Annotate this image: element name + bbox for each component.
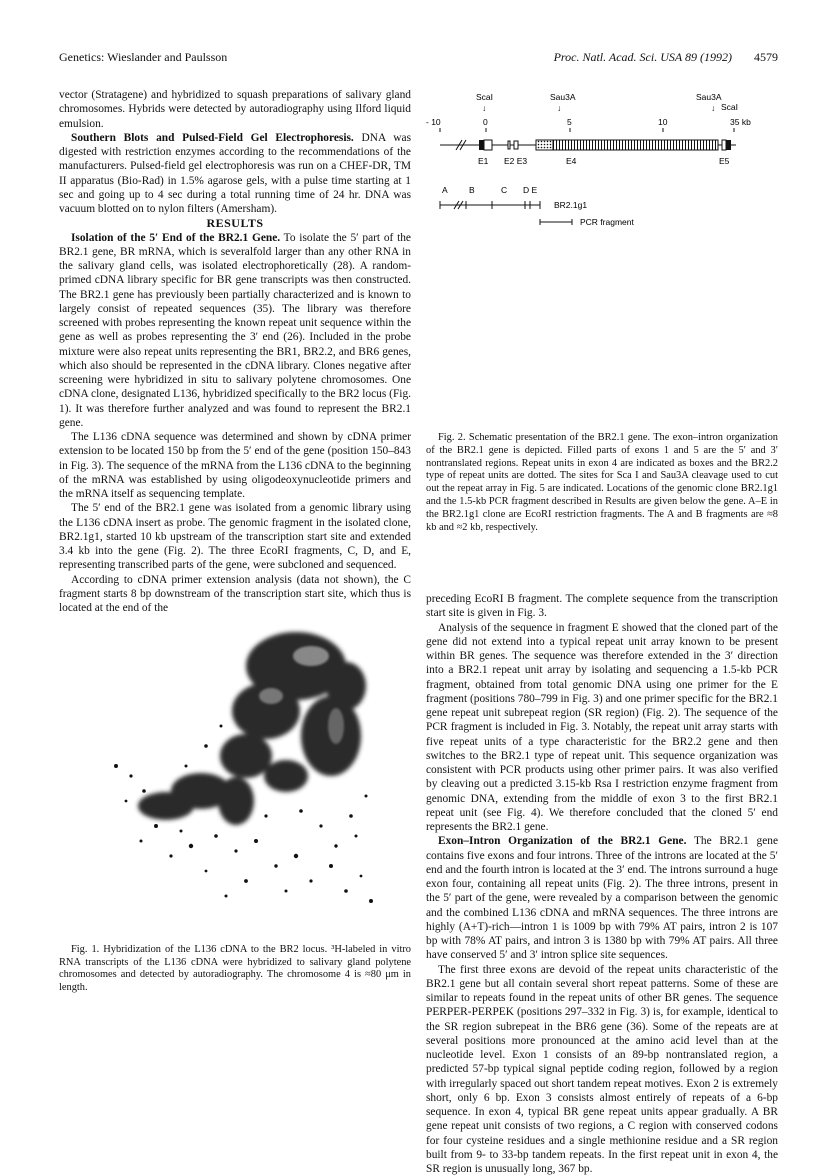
running-head: Genetics: Wieslander and Paulsson xyxy=(59,50,227,65)
site-label-scai-2: ScaI xyxy=(721,102,738,112)
paragraph-text: To isolate the 5′ part of the BR2.1 gene, BR mRNA, which is severalfold larger than any other RNA in the salivary gland cells, was isolated electrophoretically (28). A random-primed cDNA library specific for BR gene transcripts was then constructed. The BR2.1 gene has previously been partially characterized and is known to largely consist of repeated sequences (35). The library was therefore screened with probes representing the known repeat unit sequence within the gene as well as probes representing the 3′ end (26). Included in the probe mixture were also repeat units representing the BR1, BR2.2, and BR6 genes, which also should be represented in the cDNA library. Clones negative after screening were hybridized in situ to salivary polytene chromosomes. One cDNA clone, designated L136, hybridized specifically to the BR2 locus (Fig. 1). It was therefore further analyzed and was found to represent the BR2.1 gene. xyxy=(59,232,411,429)
results-paragraph-2: The L136 cDNA sequence was determined and shown by cDNA primer extension to be located 150 bp from the 5′ end of the gene (position 150–843 in Fig. 3). The sequence of the mRNA from the L136 cDNA to the beginning of the mRNA was established by using oligodeoxynucleotide primers and the mRNA itself as sequencing template. xyxy=(59,430,411,501)
fragment-label: C xyxy=(501,185,507,195)
caption-text: Fig. 2. Schematic presentation of the BR2.1 gene. The exon–intron organization of the BR2.1 gene is depicted. Filled parts of exons 1 and 5 are the 5′ and 3′ nontranslated regions. Repeat units in exon 4 are indicated as boxes and the BR2.2 type of repeat units are dotted. The sites for Sca I and Sau3A cleavage used to cut out the repeat array in Fig. 5 are indicated. Locations of the genomic clone BR2.1g1 and the 1.5-kb PCR fragment described in Results are given below the gene. A–E in the BR2.1g1 clone are EcoRI restriction fragments. The A and B fragments are ≈8 kb and ≈2 kb, respectively. xyxy=(426,432,778,534)
run-in-title: Isolation of the 5′ End of the BR2.1 Gene. xyxy=(71,232,280,244)
fig2-gene-map xyxy=(426,92,786,247)
fig1-caption xyxy=(59,944,411,994)
methods-paragraph: vector (Stratagene) and hybridized to squash preparations of salivary gland chromosomes. Hybrids were detected by autoradiography using Ilford liquid emulsion. xyxy=(59,88,411,131)
scale-label: 5 xyxy=(567,117,572,127)
site-label-sau3a-2: Sau3A xyxy=(696,92,722,102)
section-heading: RESULTS xyxy=(59,216,411,230)
left-column xyxy=(59,88,411,615)
pcr-fragment xyxy=(540,219,572,225)
results-paragraph-4: According to cDNA primer extension analysis (data not shown), the C fragment starts 8 bp downstream of the transcription start site, which thus is located at the end of the xyxy=(59,573,411,616)
paragraph-text: DNA was digested with restriction enzymes according to the recommendations of the manufacturers. Pulsed-field gel electrophoresis was run on a CHEF-DR, TM II apparatus (Bio-Rad) in 1.5% agarose gels, with a pulse time starting at 1 sec and going up to 4 sec during a total running time of 24 hr. DNA was vacuum blotted on to nylon filters (Amersham). xyxy=(59,132,411,215)
scale-label: 0 xyxy=(483,117,488,127)
scale-label: - 10 xyxy=(426,117,441,127)
site-label-sau3a: Sau3A xyxy=(550,92,576,102)
fig2-caption xyxy=(426,432,778,534)
caption-text: Fig. 1. Hybridization of the L136 cDNA to the BR2 locus. ³H-labeled in vitro RNA transcripts of the L136 cDNA were hybridized to salivary gland polytene chromosomes and detected by autoradiography. The chromosome 4 is ≈80 μm in length. xyxy=(59,944,411,994)
exon4-br22-repeats xyxy=(536,140,553,150)
arrow-down-icon: ↓ xyxy=(711,103,715,113)
exon2 xyxy=(508,141,510,149)
clone-label: BR2.1g1 xyxy=(554,200,587,210)
pcr-label: PCR fragment xyxy=(580,217,634,227)
journal-name: Proc. Natl. Acad. Sci. USA 89 (1992) xyxy=(554,50,732,64)
results-paragraph-1 xyxy=(59,231,411,431)
page-number: 4579 xyxy=(754,50,778,64)
exon-label: E2 E3 xyxy=(504,156,527,166)
southern-blot-paragraph xyxy=(59,131,411,217)
scale-label: 35 kb xyxy=(730,117,751,127)
run-in-title: Exon–Intron Organization of the BR2.1 Gene. xyxy=(438,835,686,847)
paragraph-text: The BR2.1 gene contains five exons and four introns. Three of the introns are located at the 5′ end and the fourth intron is located at the 3′ end. The introns surround a huge exon four, containing all repeat units (Fig. 2). The three introns, present in the 5′ part of the gene, were revealed by a comparison between the genomic and the combined L136 cDNA and mRNA sequences. The three introns are highly (A+T)-rich—intron 1 is 1009 bp with 79% AT pairs, intron 2 is 107 bp with 78% AT pairs, and intron 3 is 1380 bp with 79% AT pairs. All three have conserved 5′ and 3′ intron splice site sequences. xyxy=(426,835,778,961)
site-label-scai: ScaI xyxy=(476,92,493,102)
fragment-label: B xyxy=(469,185,475,195)
exon3 xyxy=(514,141,518,149)
right-paragraph-3: The first three exons are devoid of the repeat units characteristic of the BR2.1 gene but all contain several short repeat patterns. Some of these are similar to repeats found in the repeat units of other BR genes. The sequence PERPER-PERPEK (positions 297–332 in Fig. 3) is, for example, identical to the SR region subrepeat in the BR6 gene (36). Some of the repeats are at several positions more pronounced at the amino acid level than at the nucleotide level. Exon 1 consists of an 89-bp nontranslated region, a predicted 57-bp typical signal peptide coding region, followed by a region with irregularly spaced out short tandem repeat motives. Exon 2 is extremely short, only 6 bp. Exon 3 consists almost entirely of repeats of a 6-bp sequence. In exon 4, typical BR gene repeat units appear gradually. A BR gene repeat unit consists of two regions, a C region with conserved codons for four cysteine residues and a single methionine residue and a SR region built from 9- to 33-bp tandem repeats. In the first repeat unit in exon 4, the SR region is unusually long, 367 bp. xyxy=(426,963,778,1176)
exon5-filled xyxy=(726,140,731,150)
fragment-label: D E xyxy=(523,185,538,195)
results-paragraph-3: The 5′ end of the BR2.1 gene was isolated from a genomic library using the L136 cDNA insert as probe. The genomic fragment in the isolated clone, BR2.1g1, started 10 kb upstream of the transcription start site and extended 3.4 kb into the gene (Fig. 2). The three EcoRI fragments, C, D, and E, representing transcribed parts of the gene, were subcloned and sequenced. xyxy=(59,501,411,572)
run-in-title: Southern Blots and Pulsed-Field Gel Electrophoresis. xyxy=(71,132,354,144)
exon1 xyxy=(484,140,492,150)
exon1-filled xyxy=(479,140,484,150)
right-paragraph-2 xyxy=(426,834,778,962)
journal-citation xyxy=(498,50,778,65)
arrow-down-icon: ↓ xyxy=(557,103,561,113)
exon-label: E5 xyxy=(719,156,730,166)
fragment-label: A xyxy=(442,185,448,195)
fig1-micrograph xyxy=(96,626,380,911)
exon-label: E4 xyxy=(566,156,577,166)
right-paragraph-0: preceding EcoRI B fragment. The complete sequence from the transcription start site is given in Fig. 3. xyxy=(426,592,778,621)
exon4-repeats xyxy=(553,140,718,150)
scale-label: 10 xyxy=(658,117,668,127)
arrow-down-icon: ↓ xyxy=(482,103,486,113)
clone-br21g1 xyxy=(440,201,540,209)
right-paragraph-1: Analysis of the sequence in fragment E showed that the cloned part of the gene did not extend into a typical repeat unit array known to be present within BR genes. The sequence was therefore extended in the 3′ direction into a BR2.1 repeat unit array by isolating and sequencing a 1.5-kb PCR fragment, obtained from total genomic DNA using one primer for the E fragment (positions 780–799 in Fig. 3) and one primer specific for the BR2.1 gene repeat unit subrepeat region (SR region) (Fig. 2). The sequence of the PCR fragment is included in Fig. 3. Notably, the repeat unit array starts with five repeat units of a type characteristic for the BR2.2 gene and then switches to the BR2.1 type of repeat unit. This sequence organization was consistent with PCR products using other primer pairs. It was also verified by cleaving out a predicted 3.15-kb Rsa I restriction enzyme fragment from genomic DNA, extending from the middle of exon 3 to the first BR2.1 repeat unit (see Fig. 4). We therefore concluded that the cloned 5′ end represents the BR2.1 gene. xyxy=(426,621,778,835)
right-column xyxy=(426,592,778,1176)
exon5 xyxy=(722,140,726,150)
exon-label: E1 xyxy=(478,156,489,166)
gene-structure xyxy=(440,140,736,150)
